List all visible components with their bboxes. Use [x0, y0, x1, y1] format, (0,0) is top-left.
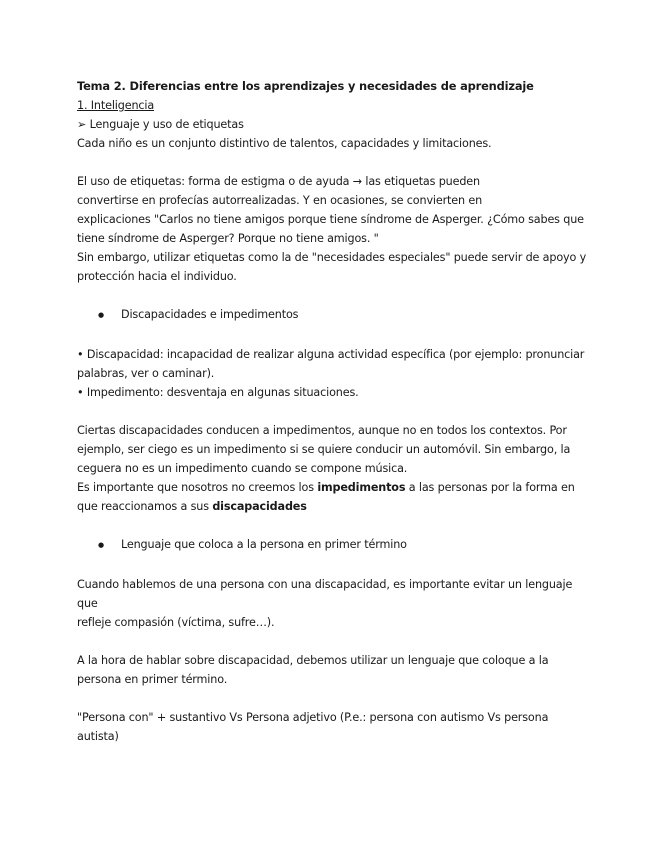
- bullet-item-discapacidades: [98, 305, 587, 326]
- paragraph-3-line-2: protección hacia el individuo.: [77, 270, 237, 283]
- definition-1-line-1: • Discapacidad: incapacidad de realizar alguna actividad específica (por ejemplo: pronunciar: [77, 348, 585, 361]
- arrow-bullet-icon: ➢: [77, 118, 87, 131]
- paragraph-1: Cada niño es un conjunto distintivo de talentos, capacidades y limitaciones.: [77, 137, 492, 150]
- bullet-dot-icon: [98, 305, 121, 326]
- bold-term-discapacidades: discapacidades: [212, 500, 307, 513]
- paragraph-5-line-1: [77, 478, 587, 497]
- paragraph-2-line-1: El uso de etiquetas: forma de estigma o de ayuda → las etiquetas pueden: [77, 175, 480, 188]
- text-run: que reaccionamos a sus: [77, 500, 213, 513]
- bullet-item-lenguaje: [98, 535, 587, 556]
- paragraph-2-line-4: tiene síndrome de Asperger? Porque no tiene amigos. ": [77, 232, 379, 245]
- paragraph-6-line-1: Cuando hablemos de una persona con una discapacidad, es importante evitar un lenguaje que: [77, 578, 573, 610]
- paragraph-4-line-3: ceguera no es un impedimento cuando se compone música.: [77, 462, 408, 475]
- paragraph-7-line-2: persona en primer término.: [77, 673, 228, 686]
- subheading: [77, 115, 587, 134]
- paragraph-8-line-2: autista): [77, 730, 119, 743]
- definition-1-line-2: palabras, ver o caminar).: [77, 367, 215, 380]
- bullet-text: Discapacidades e impedimentos: [121, 308, 299, 321]
- paragraph-2-line-2: convertirse en profecías autorrealizadas. Y en ocasiones, se convierten en: [77, 194, 483, 207]
- section-heading: 1. Inteligencia: [77, 99, 155, 112]
- paragraph-8-line-1: "Persona con" + sustantivo Vs Persona adjetivo (P.e.: persona con autismo Vs persona: [77, 711, 549, 724]
- definition-2: • Impedimento: desventaja en algunas situaciones.: [77, 386, 359, 399]
- paragraph-4-line-1: Ciertas discapacidades conducen a impedimentos, aunque no en todos los contextos. Por: [77, 424, 567, 437]
- paragraph-5-line-2: [77, 497, 587, 516]
- document-body: [77, 77, 587, 746]
- paragraph-4-line-2: ejemplo, ser ciego es un impedimento si se quiere conducir un automóvil. Sin embargo, la: [77, 443, 571, 456]
- paragraph-2-line-3: explicaciones "Carlos no tiene amigos porque tiene síndrome de Asperger. ¿Cómo sabes que: [77, 213, 584, 226]
- subheading-text: Lenguaje y uso de etiquetas: [89, 118, 244, 131]
- bullet-text: Lenguaje que coloca a la persona en primer término: [121, 538, 407, 551]
- text-run: a las personas por la forma en: [405, 481, 575, 494]
- bullet-dot-icon: [98, 535, 121, 556]
- text-run: Es importante que nosotros no creemos los: [77, 481, 318, 494]
- document-title: Tema 2. Diferencias entre los aprendizajes y necesidades de aprendizaje: [77, 79, 534, 93]
- paragraph-3-line-1: Sin embargo, utilizar etiquetas como la de "necesidades especiales" puede servir de apoyo y: [77, 251, 587, 264]
- paragraph-6-line-2: refleje compasión (víctima, sufre…).: [77, 616, 275, 629]
- paragraph-7-line-1: A la hora de hablar sobre discapacidad, debemos utilizar un lenguaje que coloque a la: [77, 654, 549, 667]
- bold-term-impedimentos: impedimentos: [317, 481, 406, 494]
